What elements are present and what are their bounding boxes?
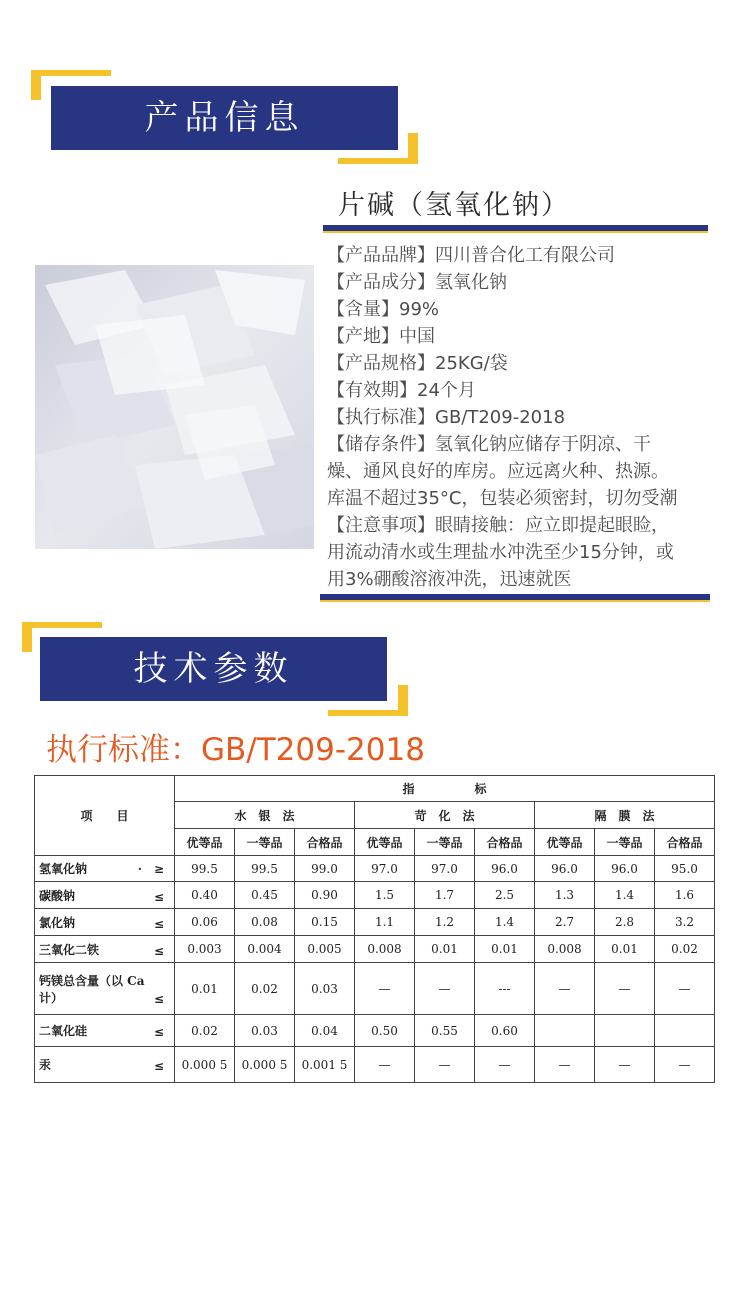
info-line: 库温不超过35°C，包装必须密封，切勿受潮 (327, 488, 678, 509)
row-operator: · ≥ (137, 862, 164, 876)
table-cell: 99.0 (295, 856, 355, 882)
section-title-tech-params: 技术参数 (40, 637, 387, 701)
table-cell: 96.0 (535, 856, 595, 882)
method-header: 隔 膜 法 (535, 802, 715, 829)
item-header: 项 目 (35, 776, 175, 856)
table-cell: — (535, 1047, 595, 1083)
row-name: 碳酸钠 (39, 888, 76, 903)
table-cell: 0.02 (235, 963, 295, 1015)
table-cell: 0.90 (295, 882, 355, 909)
product-info (327, 242, 737, 593)
table-cell (655, 1015, 715, 1047)
standard-label: 执行标准：GB/T209-2018 (46, 732, 425, 768)
table-cell: 0.008 (535, 936, 595, 963)
table-cell: 0.000 5 (235, 1047, 295, 1083)
table-cell: 95.0 (655, 856, 715, 882)
table-row (35, 936, 715, 963)
info-line: 【产品规格】25KG/袋 (327, 353, 508, 374)
table-cell: 97.0 (355, 856, 415, 882)
table-cell: 1.3 (535, 882, 595, 909)
table-cell: 0.45 (235, 882, 295, 909)
row-name: 二氧化硅 (39, 1024, 88, 1038)
table-row (35, 1015, 715, 1047)
table-cell: 1.2 (415, 909, 475, 936)
table-cell: 99.5 (175, 856, 235, 882)
grade-header: 一等品 (595, 829, 655, 856)
table-cell: — (415, 1047, 475, 1083)
row-label (35, 936, 175, 963)
row-name: 汞 (39, 1058, 52, 1072)
caustic-flakes-image (35, 265, 314, 549)
table-cell: 0.01 (175, 963, 235, 1015)
grade-header: 合格品 (295, 829, 355, 856)
table-cell: 0.008 (355, 936, 415, 963)
table-cell: 0.02 (175, 1015, 235, 1047)
row-label (35, 856, 175, 882)
table-cell: 0.004 (235, 936, 295, 963)
header2-accent-top (22, 622, 102, 628)
row-label (35, 882, 175, 909)
row-name: 三氧化二铁 (39, 942, 100, 957)
header-accent-left (31, 70, 41, 100)
table-row (35, 1047, 715, 1083)
table-cell: 0.08 (235, 909, 295, 936)
method-header: 苛 化 法 (355, 802, 535, 829)
table-cell: 2.7 (535, 909, 595, 936)
table-cell (535, 1015, 595, 1047)
grade-header: 优等品 (175, 829, 235, 856)
row-name: 氯化钠 (39, 915, 76, 930)
table-cell: 0.02 (655, 936, 715, 963)
table-cell: — (655, 963, 715, 1015)
grade-header: 一等品 (235, 829, 295, 856)
table-row (35, 963, 715, 1015)
row-label (35, 1047, 175, 1083)
table-cell: 0.40 (175, 882, 235, 909)
row-operator: ≤ (153, 1059, 164, 1073)
row-operator: ≤ (153, 943, 164, 958)
product-name-underline-accent (323, 231, 708, 233)
table-cell: — (415, 963, 475, 1015)
table-cell: 2.8 (595, 909, 655, 936)
table-cell: 0.06 (175, 909, 235, 936)
grade-header: 优等品 (535, 829, 595, 856)
table-cell: 1.1 (355, 909, 415, 936)
table-row (35, 909, 715, 936)
row-operator: ≤ (153, 916, 164, 931)
grade-header: 合格品 (655, 829, 715, 856)
row-label (35, 1015, 175, 1047)
row-label (35, 909, 175, 936)
table-cell: 0.001 5 (295, 1047, 355, 1083)
info-line: 用流动清水或生理盐水冲洗至少15分钟，或 (327, 542, 674, 563)
table-cell: 99.5 (235, 856, 295, 882)
table-cell: 0.01 (595, 936, 655, 963)
row-name: 氢氧化钠 (39, 862, 88, 876)
indicator-header: 指 标 (175, 776, 715, 802)
table-row (35, 882, 715, 909)
row-label (35, 963, 175, 1015)
info-bottom-rule-accent (320, 600, 710, 602)
header2-accent-bottom (328, 710, 408, 716)
row-operator: ≤ (153, 889, 164, 904)
product-name: 片碱（氢氧化钠） (338, 190, 570, 221)
spec-table (34, 775, 715, 1083)
table-cell: 0.01 (415, 936, 475, 963)
grade-header: 优等品 (355, 829, 415, 856)
table-cell: 0.15 (295, 909, 355, 936)
info-line: 【产品品牌】四川普合化工有限公司 (327, 245, 615, 266)
method-header: 水 银 法 (175, 802, 355, 829)
info-line: 燥、通风良好的库房。应远离火种、热源。 (327, 461, 669, 482)
table-cell: 0.005 (295, 936, 355, 963)
table-cell: 1.5 (355, 882, 415, 909)
table-row (35, 856, 715, 882)
table-cell: 0.003 (175, 936, 235, 963)
row-name: 钙镁总含量（以 Ca 计） (39, 973, 145, 1005)
info-line: 【产地】中国 (327, 326, 435, 347)
row-operator: ≤ (153, 991, 164, 1006)
table-cell: — (655, 1047, 715, 1083)
table-cell: 0.55 (415, 1015, 475, 1047)
table-cell: — (595, 963, 655, 1015)
table-cell: 96.0 (595, 856, 655, 882)
info-line: 用3%硼酸溶液冲洗，迅速就医 (327, 569, 572, 590)
table-cell: 0.60 (475, 1015, 535, 1047)
section-title-product-info: 产品信息 (51, 86, 398, 150)
row-operator: ≤ (153, 1025, 164, 1039)
table-cell: 3.2 (655, 909, 715, 936)
table-cell: 0.03 (235, 1015, 295, 1047)
header-accent-top (31, 70, 111, 76)
grade-header: 合格品 (475, 829, 535, 856)
table-cell: 0.04 (295, 1015, 355, 1047)
grade-header: 一等品 (415, 829, 475, 856)
table-cell: — (355, 1047, 415, 1083)
table-cell: 1.6 (655, 882, 715, 909)
table-cell: 0.000 5 (175, 1047, 235, 1083)
table-cell: — (535, 963, 595, 1015)
table-cell: 97.0 (415, 856, 475, 882)
table-cell: 1.4 (475, 909, 535, 936)
table-cell: 2.5 (475, 882, 535, 909)
table-cell: 1.7 (415, 882, 475, 909)
table-cell: 0.50 (355, 1015, 415, 1047)
info-line: 【有效期】24个月 (327, 380, 476, 401)
header-accent-bottom (338, 158, 418, 164)
table-cell: 0.03 (295, 963, 355, 1015)
info-line: 【含量】99% (327, 299, 440, 320)
info-line: 【注意事项】眼睛接触：应立即提起眼睑， (327, 515, 669, 536)
table-cell: — (355, 963, 415, 1015)
info-line: 【储存条件】氢氧化钠应储存于阴凉、干 (327, 434, 651, 455)
table-cell: — (475, 1047, 535, 1083)
table-cell: — (595, 1047, 655, 1083)
table-cell: --- (475, 963, 535, 1015)
info-line: 【产品成分】氢氧化钠 (327, 272, 507, 293)
table-cell (595, 1015, 655, 1047)
table-cell: 1.4 (595, 882, 655, 909)
info-line: 【执行标准】GB/T209-2018 (327, 407, 566, 428)
product-photo (35, 265, 314, 549)
table-cell: 0.01 (475, 936, 535, 963)
header2-accent-left (22, 622, 32, 652)
table-cell: 96.0 (475, 856, 535, 882)
